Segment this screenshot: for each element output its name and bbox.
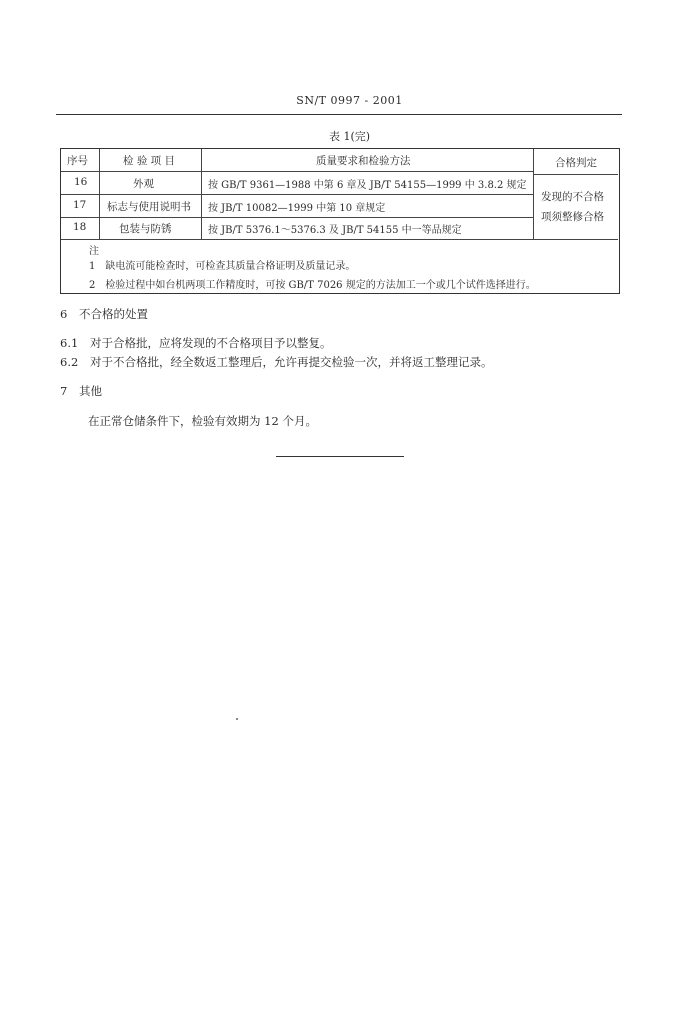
header-item: 检 验 项 目 [123,155,176,167]
section-6-num: 6 [60,307,68,321]
section-6-1-text: 对于合格批，应将发现的不合格项目予以整复。 [89,336,332,350]
section-7-title: 其他 [78,384,102,398]
table-row-divider [61,239,618,240]
section-7-num: 7 [60,384,68,398]
section-7 [60,383,102,399]
document-code: SN/T 0997 - 2001 [296,94,403,107]
note-2: 2 检验过程中如台机两项工作精度时，可按 GB/T 7026 规定的方法加工一个或几个试件选择进行。 [89,280,536,291]
header-judgement: 合格判定 [555,157,597,169]
notes-title: 注 [89,246,99,257]
table-col-divider [201,149,202,239]
scan-speck [236,718,238,720]
section-6-2-num: 6.2 [60,355,79,369]
header-rule [56,114,622,115]
judgement-line-2: 项须整修合格 [541,211,604,223]
section-6-title: 不合格的处置 [78,307,148,321]
end-rule [276,456,404,457]
judgement-line-1: 发现的不合格 [541,191,604,203]
header-method: 质量要求和检验方法 [316,155,411,167]
row-18-item: 包装与防锈 [119,223,172,235]
row-16-seq: 16 [74,176,88,188]
table-row-divider [61,171,533,172]
row-17-seq: 17 [73,199,87,211]
row-16-method: 按 GB/T 9361—1988 中第 6 章及 JB/T 54155—1999 中 3.8.2 规定 [208,180,527,191]
section-6-1 [60,335,331,351]
row-17-method: 按 JB/T 10082—1999 中第 10 章规定 [208,203,386,214]
inspection-table [60,148,620,294]
table-row-divider [61,194,533,195]
table-caption: 表 1(完) [328,130,371,143]
section-6-2 [60,354,492,370]
table-col-divider [99,149,100,239]
table-row-divider [61,217,533,218]
row-16-item: 外观 [133,178,154,190]
section-6-2-text: 对于不合格批，经全数返工整理后，允许再提交检验一次，并将返工整理记录。 [89,355,493,369]
row-18-seq: 18 [73,221,87,233]
header-seq: 序号 [67,155,88,167]
body-paragraph: 在正常仓储条件下，检验有效期为 12 个月。 [88,414,317,428]
row-18-method: 按 JB/T 5376.1～5376.3 及 JB/T 54155 中一等品规定 [208,225,462,236]
judgement-header-divider [533,174,618,175]
table-col-divider [533,149,534,239]
note-1: 1 缺电流可能检查时，可检查其质量合格证明及质量记录。 [89,261,356,272]
section-6 [60,306,148,322]
section-6-1-num: 6.1 [60,336,79,350]
row-17-item: 标志与使用说明书 [107,201,191,213]
